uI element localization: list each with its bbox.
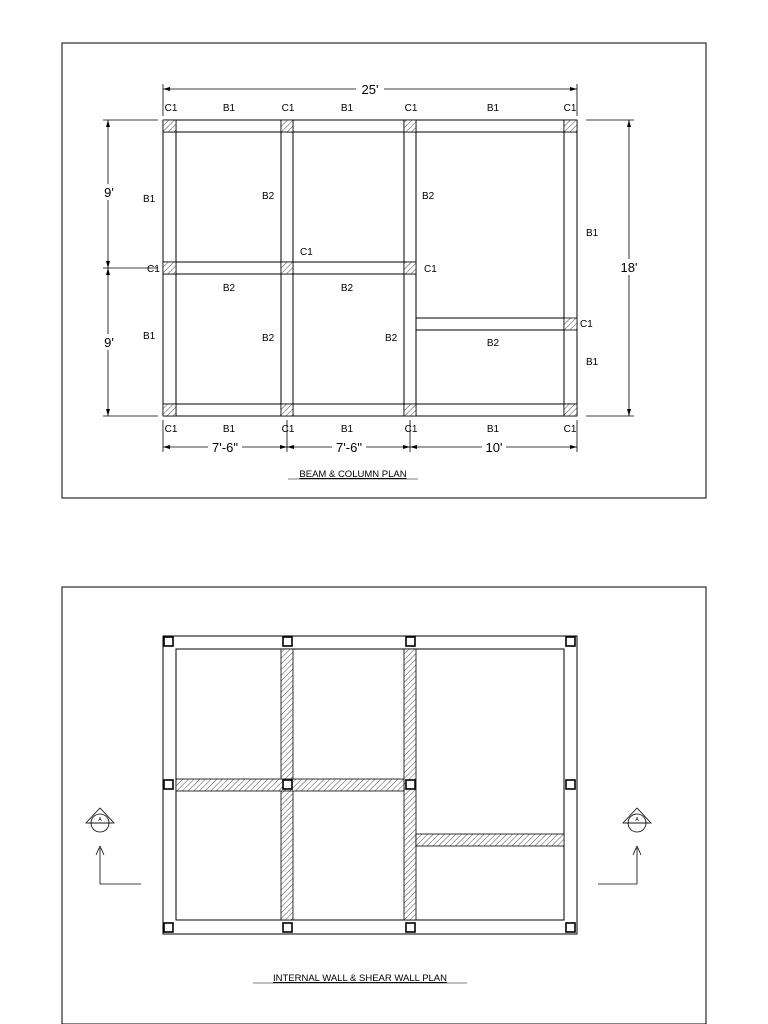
beam-label: B1: [586, 228, 599, 239]
column: [404, 404, 416, 416]
column: [564, 404, 577, 416]
column-label: C1: [147, 264, 160, 275]
section-label: A: [635, 817, 639, 823]
beam-label: B2: [262, 333, 275, 344]
beam-column-plan: [62, 43, 706, 498]
section-marker-right: [598, 808, 651, 884]
column: [406, 780, 415, 789]
column: [164, 780, 173, 789]
beam-label: B2: [385, 333, 398, 344]
plan2-frame: [62, 587, 706, 1024]
beam-label: B2: [340, 283, 354, 294]
beam-label: B1: [486, 424, 500, 435]
beam-lines: [163, 120, 577, 416]
section-marker-left: [86, 808, 141, 884]
column-label: C1: [563, 424, 577, 435]
dim-bay-2: 7'-6": [336, 440, 362, 455]
dim-height-bottom: 9': [104, 335, 114, 350]
dim-height-total: 18': [620, 260, 638, 275]
column: [406, 637, 415, 646]
beam-label: B1: [222, 103, 236, 114]
column: [564, 120, 577, 132]
column: [281, 120, 293, 132]
column: [566, 780, 575, 789]
columns-hatched: [163, 120, 577, 416]
beam-label: B1: [586, 357, 599, 368]
shear-walls: [176, 649, 564, 920]
column-label: C1: [563, 103, 577, 114]
column: [404, 262, 416, 274]
internal-wall-shear-wall-plan: [62, 587, 706, 1024]
column: [283, 637, 292, 646]
dim-bay-1: 7'-6": [212, 440, 238, 455]
beam-label: B1: [222, 424, 236, 435]
column: [164, 923, 173, 932]
beam-label: B2: [262, 191, 275, 202]
column: [283, 780, 292, 789]
column: [281, 262, 293, 274]
column-label: C1: [281, 424, 295, 435]
beam-label: B1: [340, 424, 354, 435]
column: [163, 404, 176, 416]
column-label: C1: [164, 424, 178, 435]
beam-label: B2: [422, 191, 435, 202]
beam-label: B1: [143, 331, 156, 342]
column-label: C1: [300, 247, 313, 258]
column: [566, 637, 575, 646]
column-label: C1: [404, 424, 418, 435]
plan-title: INTERNAL WALL & SHEAR WALL PLAN: [272, 973, 448, 984]
column: [163, 262, 176, 274]
beam-label: B2: [486, 338, 500, 349]
dim-overall-width: 25': [361, 82, 379, 97]
shear-wall: [416, 834, 564, 846]
column-label: C1: [404, 103, 418, 114]
column-label: C1: [281, 103, 295, 114]
beam-label: B1: [486, 103, 500, 114]
beam-label: B1: [143, 194, 156, 205]
column: [404, 120, 416, 132]
column-labels: [147, 103, 593, 435]
column: [163, 120, 176, 132]
section-label: A: [98, 817, 102, 823]
beam-label: B2: [222, 283, 236, 294]
column: [283, 923, 292, 932]
dimension-lines: [103, 84, 634, 452]
column: [566, 923, 575, 932]
beam-labels: [143, 103, 599, 435]
dim-bay-3: 10': [485, 440, 503, 455]
column-label: C1: [580, 319, 593, 330]
column: [281, 404, 293, 416]
dim-height-top: 9': [104, 185, 114, 200]
column: [564, 318, 577, 330]
beam-label: B1: [340, 103, 354, 114]
column-label: C1: [424, 264, 437, 275]
column-label: C1: [164, 103, 178, 114]
column: [406, 923, 415, 932]
plan-title: BEAM & COLUMN PLAN: [299, 469, 407, 480]
column: [164, 637, 173, 646]
